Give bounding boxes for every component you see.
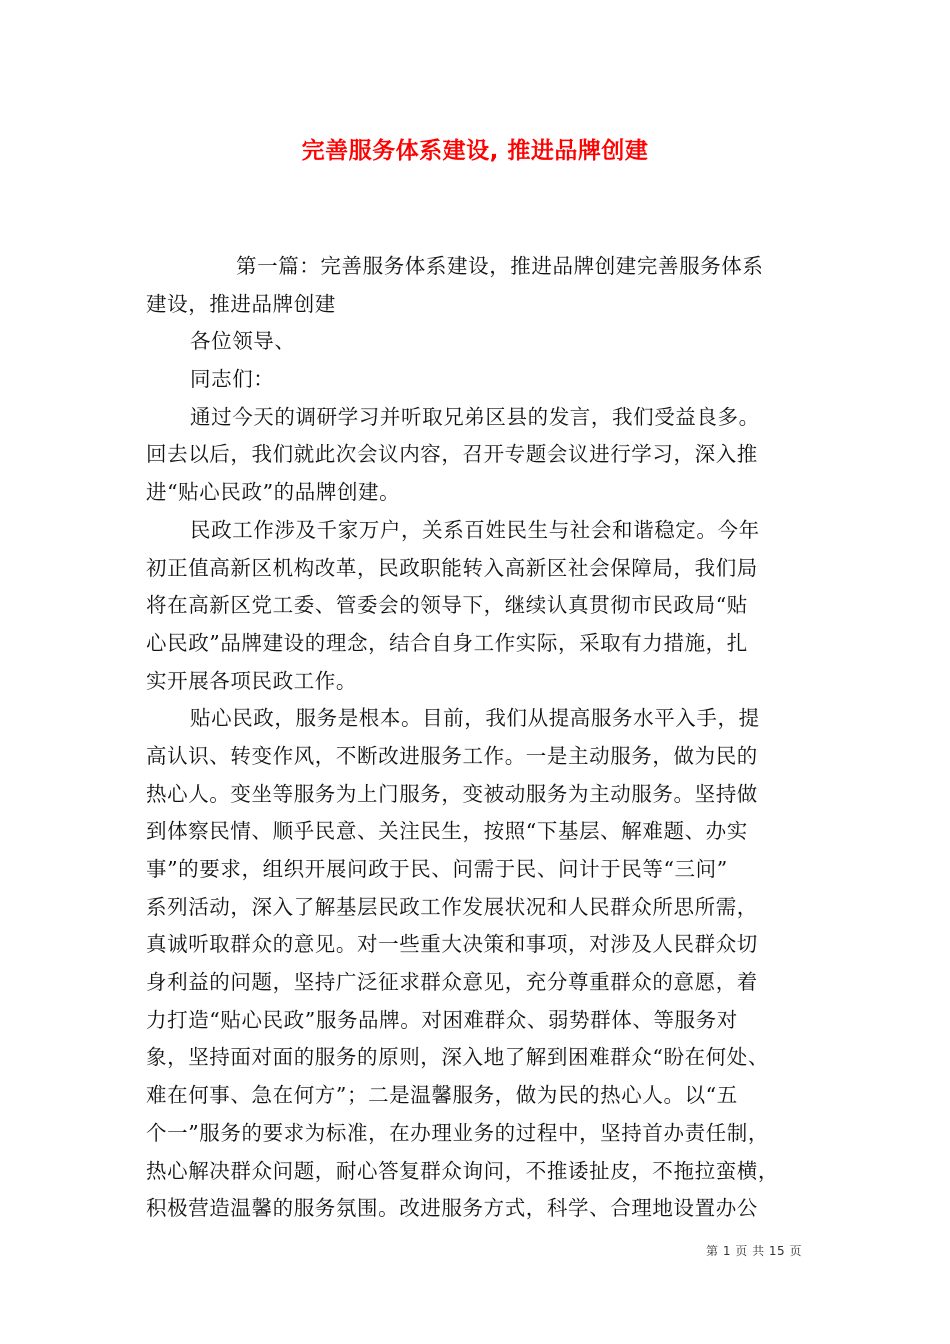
document-title: 完善服务体系建设, 推进品牌创建 xyxy=(301,138,649,164)
text-line: 事”的要求，组织开展问政于民、问需于民、问计于民等“三问” xyxy=(146,857,728,881)
text-line: 初正值高新区机构改革，民政职能转入高新区社会保障局，我们局 xyxy=(146,555,758,580)
text-line: 通过今天的调研学习并听取兄弟区县的发言，我们受益良多。 xyxy=(190,404,760,429)
text-line: 到体察民情、顺乎民意、关注民生，按照“下基层、解难题、办实 xyxy=(146,819,748,844)
text-line: 回去以后，我们就此次会议内容，召开专题会议进行学习，深入推 xyxy=(146,442,758,467)
text-line: 难在何事、急在何方”；二是温馨服务，做为民的热心人。以“五 xyxy=(146,1083,738,1108)
text-line: 实开展各项民政工作。 xyxy=(146,668,357,693)
document-body xyxy=(146,248,826,1228)
text-line: 热心人。变坐等服务为上门服务，变被动服务为主动服务。坚持做 xyxy=(146,781,758,806)
text-line: 身利益的问题，坚持广泛征求群众意见，充分尊重群众的意愿，着 xyxy=(146,970,758,995)
text-line: 高认识、转变作风，不断改进服务工作。一是主动服务，做为民的 xyxy=(146,743,758,768)
text-line: 真诚听取群众的意见。对一些重大决策和事项，对涉及人民群众切 xyxy=(146,932,758,957)
text-line: 进“贴心民政”的品牌创建。 xyxy=(146,480,401,505)
text-line: 将在高新区党工委、管委会的领导下，继续认真贯彻市民政局“贴 xyxy=(146,593,748,618)
text-line: 建设，推进品牌创建 xyxy=(146,291,336,316)
text-line: 第一篇：完善服务体系建设，推进品牌创建完善服务体系 xyxy=(236,254,764,278)
salutation-line: 各位领导、 xyxy=(190,329,296,354)
text-line: 积极营造温馨的服务氛围。改进服务方式，科学、合理地设置办公 xyxy=(146,1196,758,1221)
text-line: 心民政”品牌建设的理念，结合自身工作实际，采取有力措施，扎 xyxy=(146,630,748,655)
text-line: 象，坚持面对面的服务的原则，深入地了解到困难群众“盼在何处、 xyxy=(146,1045,769,1070)
text-line: 个一”服务的要求为标准，在办理业务的过程中，坚持首办责任制， xyxy=(146,1120,769,1145)
text-line: 贴心民政，服务是根本。目前，我们从提高服务水平入手，提 xyxy=(190,706,760,731)
text-line: 力打造“贴心民政”服务品牌。对困难群众、弱势群体、等服务对 xyxy=(146,1007,738,1032)
page-indicator: 第 1 页 共 15 页 xyxy=(706,1244,802,1258)
salutation-line: 同志们： xyxy=(190,367,275,392)
text-line: 民政工作涉及千家万户，关系百姓民生与社会和谐稳定。今年 xyxy=(190,517,760,542)
text-line: 系列活动，深入了解基层民政工作发展状况和人民群众所思所需， xyxy=(146,894,758,919)
text-line: 热心解决群众问题，耐心答复群众询问，不推诿扯皮，不拖拉蛮横， xyxy=(146,1158,779,1183)
